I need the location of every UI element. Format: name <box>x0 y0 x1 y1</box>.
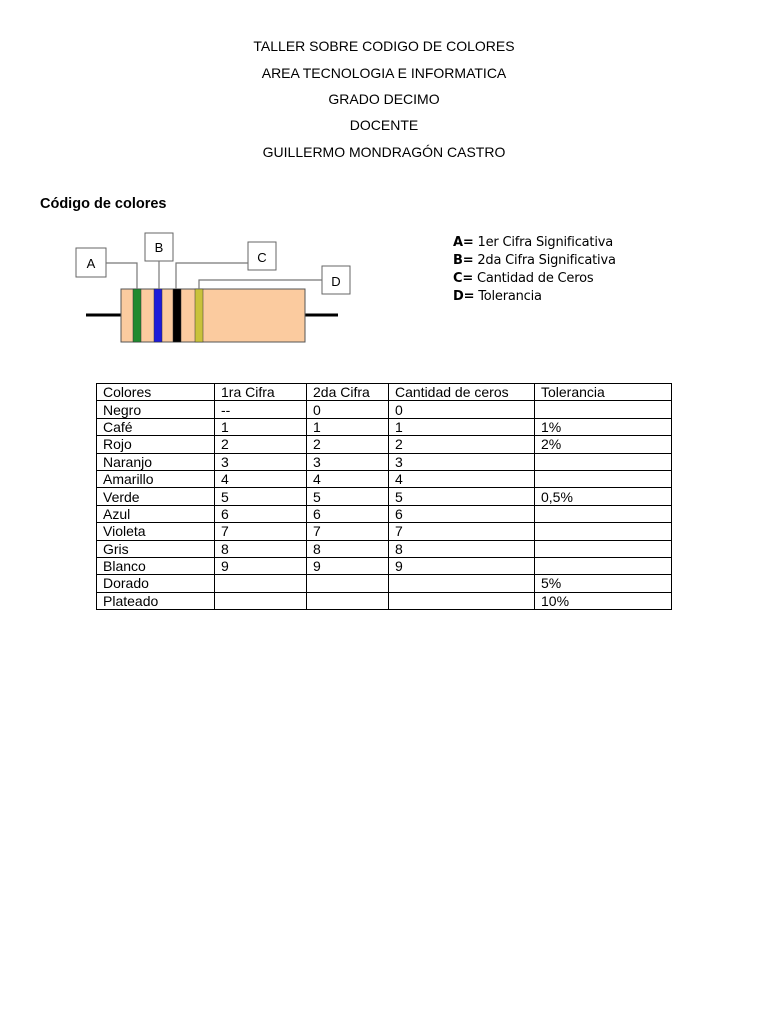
table-cell: Verde <box>97 488 215 505</box>
table-cell: 8 <box>389 540 535 557</box>
band-c <box>173 289 181 342</box>
legend-item-d: D= Tolerancia <box>453 289 542 304</box>
table-cell: 2% <box>535 436 672 453</box>
table-cell <box>535 540 672 557</box>
table-cell: Tolerancia <box>535 384 672 401</box>
table-cell: 3 <box>389 453 535 470</box>
table-cell <box>307 592 389 609</box>
header-area: AREA TECNOLOGIA E INFORMATICA <box>261 65 507 81</box>
table-cell: 1 <box>389 418 535 435</box>
label-b: B <box>154 240 164 255</box>
leader-d <box>199 280 322 289</box>
table-cell: 5 <box>389 488 535 505</box>
table-cell: Rojo <box>97 436 215 453</box>
table-row <box>97 592 672 609</box>
table-row <box>97 575 672 592</box>
leader-a <box>106 263 137 289</box>
header-role: DOCENTE <box>349 117 419 133</box>
table-cell: 1% <box>535 418 672 435</box>
table-row <box>97 453 672 470</box>
table-cell: 1 <box>307 418 389 435</box>
table-cell: Azul <box>97 505 215 522</box>
label-d: D <box>331 274 341 289</box>
table-cell <box>215 575 307 592</box>
table-cell: Colores <box>97 384 215 401</box>
table-cell <box>535 523 672 540</box>
table-cell: 2da Cifra <box>307 384 389 401</box>
band-a <box>133 289 141 342</box>
table-cell: 2 <box>215 436 307 453</box>
table-cell: Dorado <box>97 575 215 592</box>
table-cell: Plateado <box>97 592 215 609</box>
band-d <box>195 289 203 342</box>
table-row <box>97 557 672 574</box>
legend-item-a: A= 1er Cifra Significativa <box>453 235 613 250</box>
table-cell: 3 <box>215 453 307 470</box>
table-cell: Violeta <box>97 523 215 540</box>
table-cell <box>389 592 535 609</box>
table-cell: 9 <box>307 557 389 574</box>
label-c: C <box>257 250 267 265</box>
table-cell: 6 <box>307 505 389 522</box>
legend-item-c: C= Cantidad de Ceros <box>453 271 594 286</box>
table-cell: 0,5% <box>535 488 672 505</box>
table-cell: 3 <box>307 453 389 470</box>
table-cell <box>215 592 307 609</box>
table-cell: 4 <box>307 470 389 487</box>
table-cell: 7 <box>389 523 535 540</box>
table-cell <box>535 505 672 522</box>
table-cell: Cantidad de ceros <box>389 384 535 401</box>
resistor-diagram <box>0 225 768 355</box>
table-cell <box>535 453 672 470</box>
table-cell: 8 <box>307 540 389 557</box>
resistor-body <box>121 289 305 342</box>
table-cell: 2 <box>389 436 535 453</box>
table-cell: 0 <box>307 401 389 418</box>
table-cell: 5 <box>215 488 307 505</box>
table-cell: 2 <box>307 436 389 453</box>
table-cell: 6 <box>389 505 535 522</box>
table-cell: 0 <box>389 401 535 418</box>
table-cell: 4 <box>215 470 307 487</box>
table-row <box>97 540 672 557</box>
table-cell: -- <box>215 401 307 418</box>
table-cell: 5 <box>307 488 389 505</box>
table-cell: Gris <box>97 540 215 557</box>
table-cell: 4 <box>389 470 535 487</box>
table-cell: Blanco <box>97 557 215 574</box>
table-cell: Café <box>97 418 215 435</box>
table-cell <box>535 470 672 487</box>
table-cell: Amarillo <box>97 470 215 487</box>
table-cell: 7 <box>215 523 307 540</box>
table-header-row <box>97 384 672 401</box>
table-cell: 1ra Cifra <box>215 384 307 401</box>
label-a: A <box>86 256 96 271</box>
color-code-table <box>96 383 672 610</box>
table-cell: 5% <box>535 575 672 592</box>
table-row <box>97 418 672 435</box>
table-cell: 10% <box>535 592 672 609</box>
table-cell <box>535 557 672 574</box>
table-row <box>97 470 672 487</box>
table-cell: 6 <box>215 505 307 522</box>
header-grade: GRADO DECIMO <box>328 91 440 107</box>
header-title: TALLER SOBRE CODIGO DE COLORES <box>253 38 515 54</box>
section-heading: Código de colores <box>40 196 167 212</box>
table-cell <box>535 401 672 418</box>
table-cell: 1 <box>215 418 307 435</box>
table-cell: Naranjo <box>97 453 215 470</box>
band-b <box>154 289 162 342</box>
table-row <box>97 488 672 505</box>
header-teacher: GUILLERMO MONDRAGÓN CASTRO <box>262 144 506 160</box>
table-cell <box>307 575 389 592</box>
table-cell: 7 <box>307 523 389 540</box>
leader-c <box>176 263 248 289</box>
table-row <box>97 436 672 453</box>
legend-item-b: B= 2da Cifra Significativa <box>453 253 616 268</box>
table-cell <box>389 575 535 592</box>
table-row <box>97 505 672 522</box>
table-row <box>97 523 672 540</box>
table-cell: 9 <box>215 557 307 574</box>
table-cell: 8 <box>215 540 307 557</box>
table-row <box>97 401 672 418</box>
table-cell: Negro <box>97 401 215 418</box>
table-cell: 9 <box>389 557 535 574</box>
